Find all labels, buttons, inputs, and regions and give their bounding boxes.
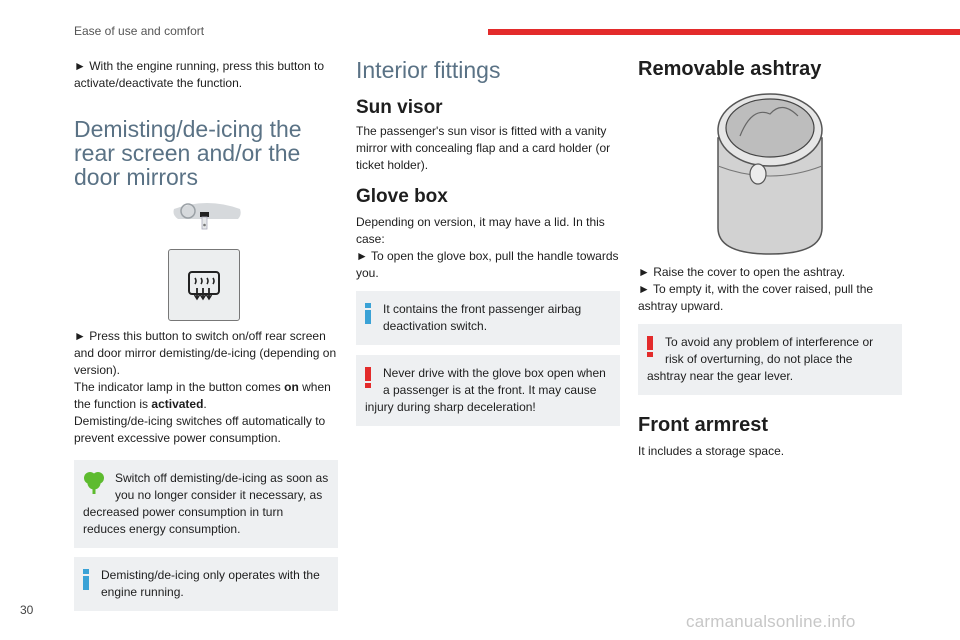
eco-note (74, 460, 338, 548)
demisting-step: ► Press this button to switch on/off rear screen and door mirror demisting/de-icing (depending on version). (74, 329, 337, 377)
info-note-text: Demisting/de-icing only operates with the engine running. (101, 568, 320, 599)
indicator-lamp-text: The indicator lamp in the button comes on when the function is activated. (74, 380, 331, 411)
glove-box-heading: Glove box (356, 186, 448, 207)
intro-paragraph: ► With the engine running, press this button to activate/deactivate the function. (74, 59, 325, 90)
glove-info-text: It contains the front passenger airbag deactivation switch. (383, 302, 582, 333)
ashtray-body (638, 264, 902, 460)
auto-off-text: Demisting/de-icing switches off automatically to prevent excessive power consumption. (74, 414, 326, 445)
demisting-heading: Demisting/de-icing the rear screen and/or the door mirrors (74, 116, 302, 190)
interior-fittings-heading: Interior fittings (356, 57, 501, 83)
demisting-body (74, 328, 338, 611)
ashtray-heading: Removable ashtray (638, 58, 822, 80)
rear-demist-icon (169, 250, 239, 320)
glove-warning-text: Never drive with the glove box open when a passenger is at the front. It may cause injury during sharp deceleration! (365, 366, 606, 414)
info-icon (365, 303, 371, 323)
glove-box-text: Depending on version, it may have a lid. In this case: (356, 215, 605, 246)
info-icon (83, 569, 89, 589)
running-header: Ease of use and comfort (74, 24, 205, 38)
info-note (74, 557, 338, 611)
glove-warning-note (356, 355, 620, 426)
warning-icon (647, 336, 653, 356)
front-armrest-text: It includes a storage space. (638, 444, 785, 458)
steering-wheel-icon (170, 199, 244, 235)
ashtray-warning-text: To avoid any problem of interference or risk of overturning, do not place the ashtray near the gear lever. (647, 335, 874, 383)
eco-leaf-icon (83, 470, 105, 494)
sun-visor-heading: Sun visor (356, 97, 443, 118)
glove-box-step: ► To open the glove box, pull the handle towards you. (356, 249, 619, 280)
ashtray-illustration (712, 88, 828, 258)
column-ashtray (638, 58, 902, 80)
column-demisting (74, 58, 338, 189)
column-interior-fittings (356, 58, 620, 426)
ashtray-warning-note (638, 324, 902, 395)
glove-info-note (356, 291, 620, 345)
warning-icon (365, 367, 371, 387)
sun-visor-text: The passenger's sun visor is fitted with a vanity mirror with concealing flap and a card holder (or ticket holder). (356, 124, 611, 172)
watermark: carmanualsonline.info (686, 612, 856, 631)
page-number: 30 (20, 603, 34, 617)
rear-demist-button-icon (168, 249, 240, 321)
eco-note-text: Switch off demisting/de-icing as soon as you no longer consider it necessary, as decreased power consumption in turn reduces energy consumption. (83, 471, 329, 536)
front-armrest-heading: Front armrest (638, 414, 769, 436)
ashtray-step-open: ► Raise the cover to open the ashtray. (638, 265, 846, 279)
header-accent-bar (488, 29, 960, 35)
ashtray-step-empty: ► To empty it, with the cover raised, pull the ashtray upward. (638, 282, 874, 313)
